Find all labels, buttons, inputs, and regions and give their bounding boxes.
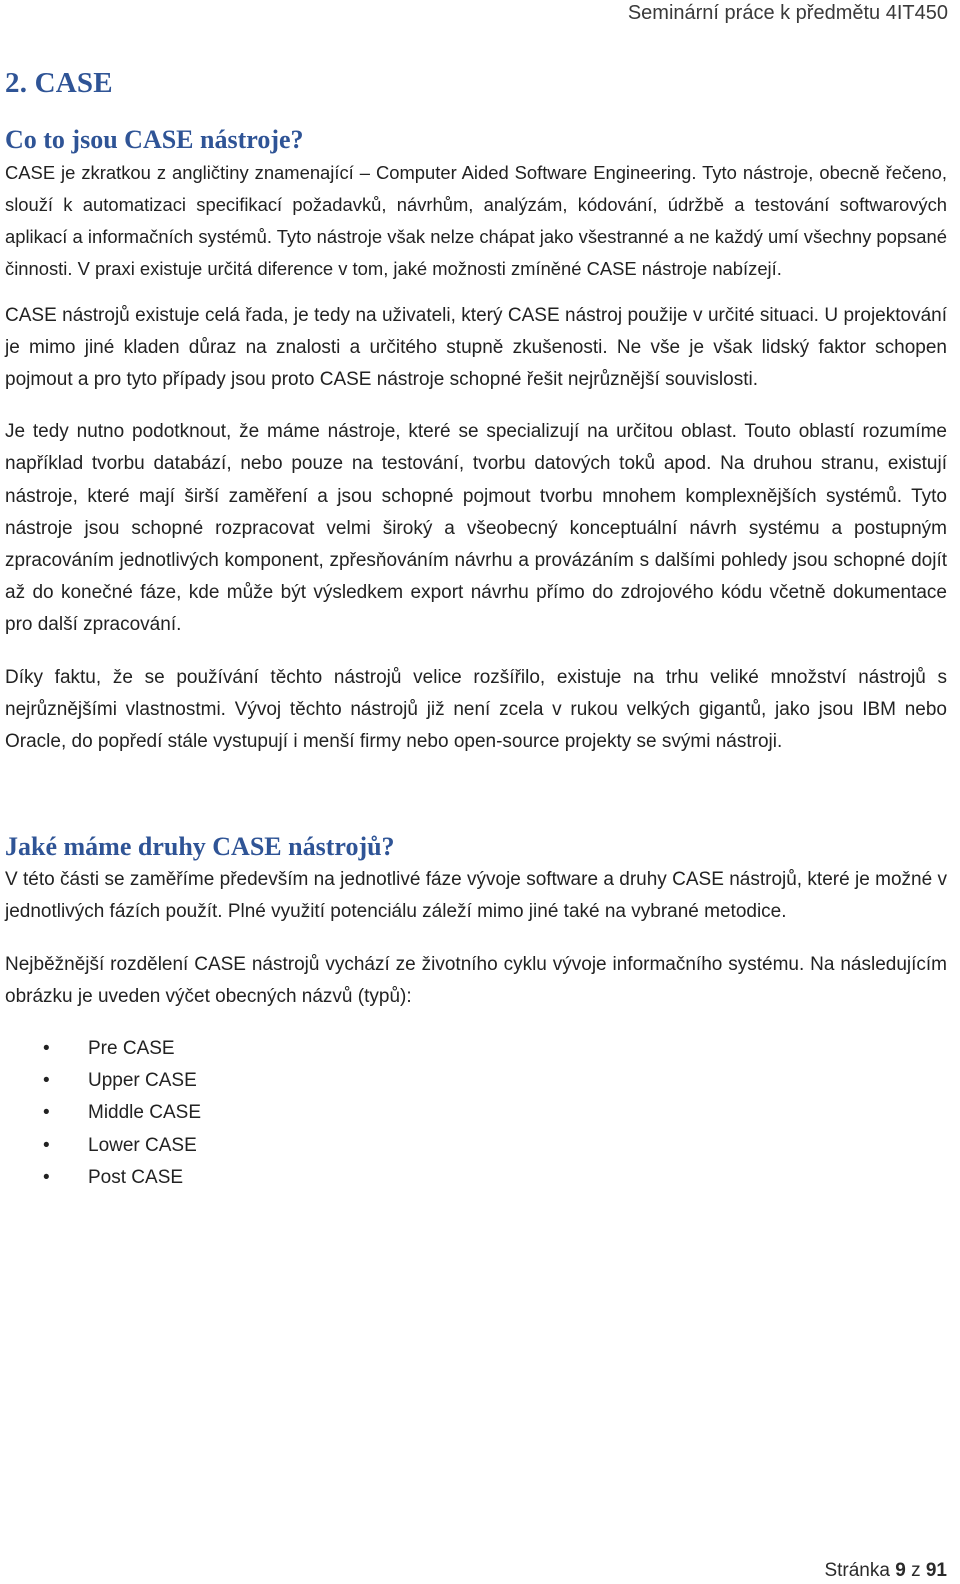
- paragraph: Nejběžnější rozdělení CASE nástrojů vychází ze životního cyklu vývoje informačního systému. Na následujícím obrázku je uveden výčet obecných názvů (typů):: [5, 953, 947, 1007]
- page-body: [5, 66, 947, 1194]
- paragraph: V této části se zaměříme především na jednotlivé fáze vývoje software a druhy CASE nástrojů, které je možné v jednotlivých fázích použít. Plné využití potenciálu záleží mimo jiné také na vybrané metodice.: [5, 869, 947, 923]
- list-item: [5, 1097, 947, 1129]
- paragraph: Je tedy nutno podotknout, že máme nástroje, které se specializují na určitou oblast. Touto oblastí rozumíme například tvorbu databází, nebo pouze na testování, tvorbu datových toků apod. Na druhou stranu, existují nástroje, které mají širší zaměření a jsou schopné pojmout tvorbu mnohem komplexnějších systémů. Tyto nástroje jsou schopné rozpracovat velmi široký a všeobecný konceptuální návrh systému a postupným zpracováním jednotlivých komponent, zpřesňováním návrhu a provázáním s dalšími pohledy jsou schopné dojít až do konečné fáze, kde může být výsledkem export návrhu přímo do zdrojového kódu včetně dokumentace pro další zpracování.: [5, 421, 947, 636]
- paragraph: Díky faktu, že se používání těchto nástrojů velice rozšířilo, existuje na trhu veliké množství nástrojů s nejrůznějšími vlastnostmi. Vývoj těchto nástrojů již není zcela v rukou velkých gigantů, jako jsou IBM nebo Oracle, do popředí stále vystupují i menší firmy nebo open-source projekty se svými nástroji.: [5, 666, 947, 753]
- section-heading-case-types: Jaké máme druhy CASE nástrojů?: [5, 832, 395, 862]
- footer-separator: z: [911, 1560, 921, 1581]
- section-heading-what-are-case: Co to jsou CASE nástroje?: [5, 124, 304, 154]
- bullet-icon: •: [43, 1134, 50, 1156]
- footer-page-label: Stránka: [824, 1560, 890, 1581]
- bullet-icon: •: [43, 1102, 50, 1124]
- chapter-title: 2. CASE: [5, 67, 113, 99]
- list-item: [5, 1162, 947, 1194]
- list-item-label: Post CASE: [88, 1166, 184, 1188]
- list-item: [5, 1130, 947, 1162]
- bullet-icon: •: [43, 1038, 50, 1060]
- footer-total-pages: 91: [925, 1560, 947, 1581]
- bullet-icon: •: [43, 1070, 50, 1092]
- list-item-label: Middle CASE: [88, 1102, 201, 1124]
- list-item-label: Pre CASE: [88, 1038, 175, 1060]
- list-item-label: Lower CASE: [88, 1134, 197, 1156]
- spacer: [5, 758, 947, 830]
- page-footer: [824, 1560, 947, 1582]
- paragraph: CASE nástrojů existuje celá řada, je tedy na uživateli, který CASE nástroj použije v určité situaci. U projektování je mimo jiné kladen důraz na znalosti a určitého stupně zkušenosti. Ne vše je však lidský faktor schopen pojmout a pro tyto případy jsou proto CASE nástroje schopné řešit nejrůznější souvislosti.: [5, 304, 947, 391]
- page-header: Seminární práce k předmětu 4IT450: [627, 2, 948, 24]
- footer-current-page: 9: [895, 1560, 906, 1581]
- list-item-label: Upper CASE: [88, 1070, 197, 1092]
- bullet-icon: •: [43, 1166, 50, 1188]
- list-item: [5, 1065, 947, 1097]
- case-types-list: [5, 1033, 947, 1194]
- list-item: [5, 1033, 947, 1065]
- paragraph: CASE je zkratkou z angličtiny znamenající – Computer Aided Software Engineering. Tyto nástroje, obecně řečeno, slouží k automatizaci specifikací požadavků, návrhům, analýzám, kódování, údržbě a testování softwarových aplikací a informačních systémů. Tyto nástroje však nelze chápat jako všestranné a ne každý umí všechny popsané činnosti. V praxi existuje určitá diference v tom, jaké možnosti zmíněné CASE nástroje nabízejí.: [5, 161, 947, 280]
